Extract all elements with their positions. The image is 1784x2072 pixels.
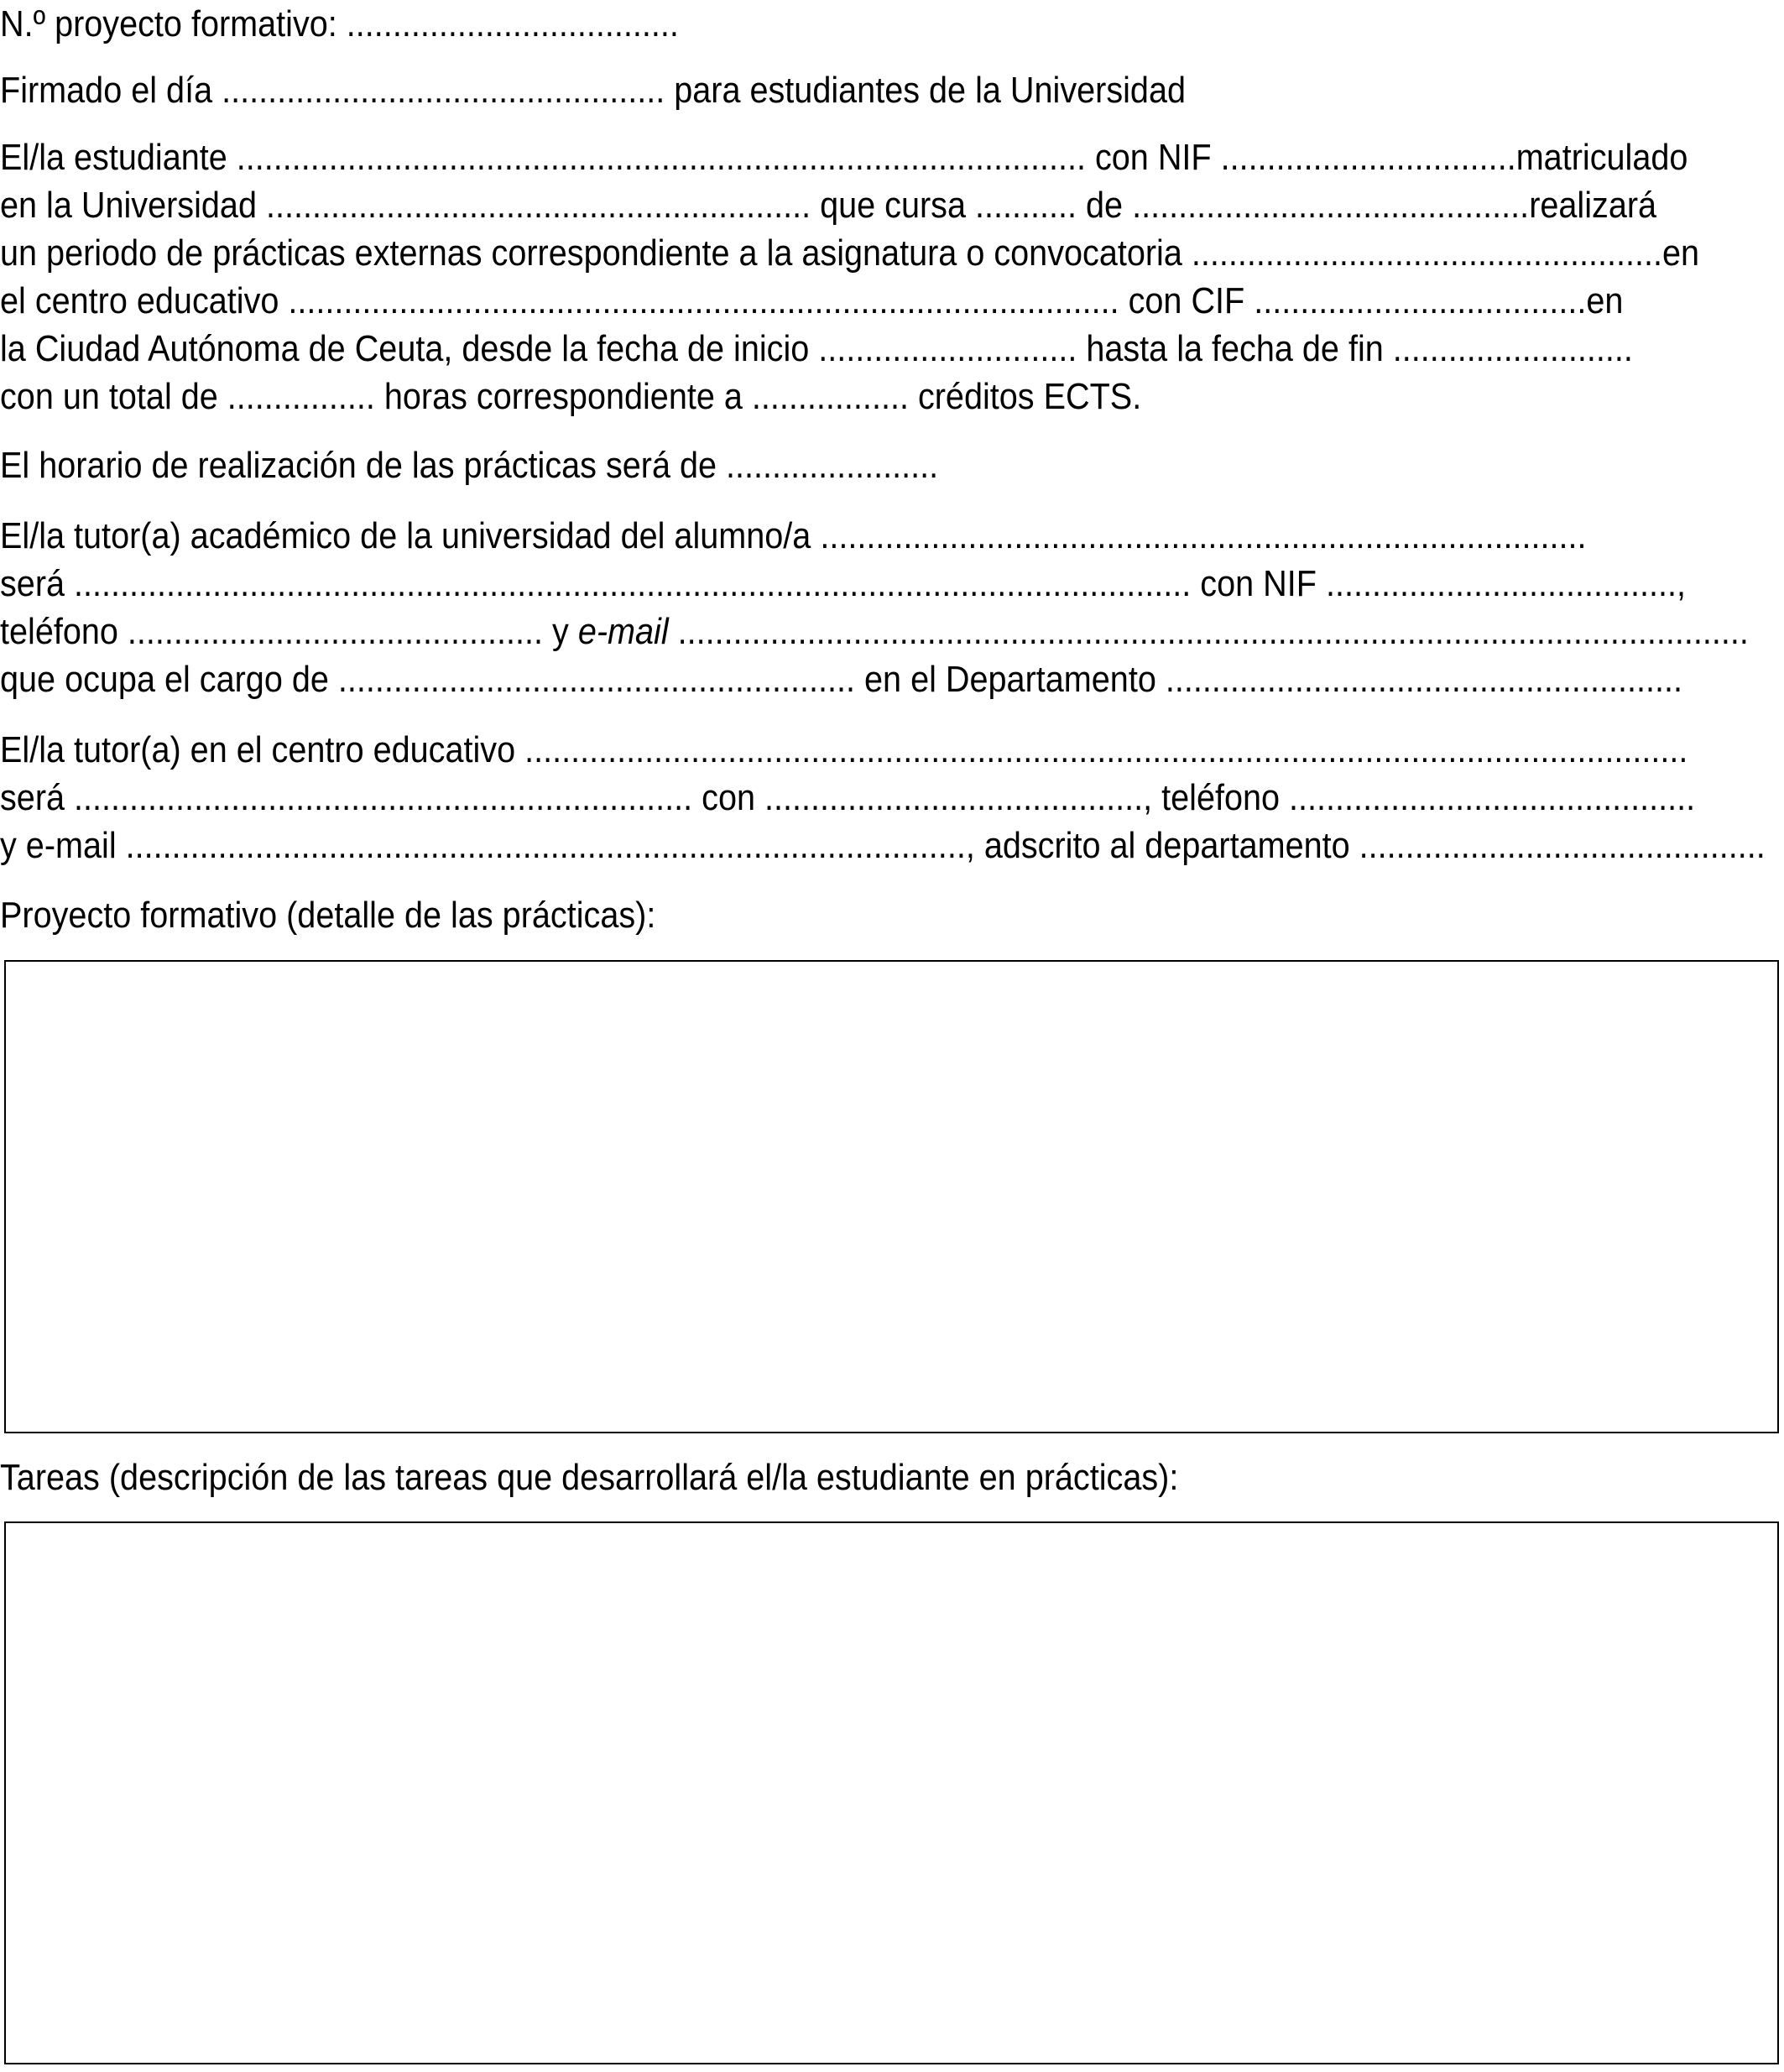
student-line-5: la Ciudad Autónoma de Ceuta, desde la fecha de inicio ............................ hasta la fecha de fin .......................... (0, 328, 1633, 369)
center-tutor-line-2: será ................................................................... con ........................................., teléfono ............................................ (0, 777, 1696, 818)
project-number-line: N.º proyecto formativo: .................................... (0, 3, 679, 44)
student-line-3 (0, 229, 1700, 277)
academic-tutor-line-4: que ocupa el cargo de ........................................................ en el Departamento ........................................................ (0, 659, 1682, 700)
academic-tutor-line-1-text: El/la tutor(a) académico de la universidad del alumno/a ................................................................................... (0, 515, 1587, 556)
email-dots: .................................................................................................................... (668, 611, 1749, 652)
student-line-3-text: un periodo de prácticas externas correspondiente a la asignatura o convocatoria ................................................... (0, 232, 1662, 274)
schedule-line: El horario de realización de las prácticas será de ....................... (0, 445, 939, 486)
signed-date-line: Firmado el día ................................................ para estudiantes de la Universidad (0, 70, 1186, 111)
project-detail-box[interactable] (4, 960, 1779, 1433)
student-line-3-end: en (1661, 232, 1700, 274)
academic-tutor-line-2-end: , (1677, 563, 1687, 604)
center-tutor-line-3: y e-mail ..........................................................................................., adscrito al departamento ............................................ (0, 825, 1766, 866)
tasks-label: Tareas (descripción de las tareas que desarrollará el/la estudiante en prácticas): (0, 1457, 1179, 1498)
academic-tutor-line-3 (0, 608, 1749, 655)
student-line-4-end: en (1586, 280, 1624, 321)
tasks-box[interactable] (4, 1521, 1779, 2064)
project-detail-label: Proyecto formativo (detalle de las prácticas): (0, 895, 656, 936)
student-line-2 (0, 181, 1657, 229)
student-line-6: con un total de ................ horas correspondiente a ................. créditos ECTS. (0, 376, 1142, 417)
student-line-1 (0, 133, 1688, 181)
academic-tutor-line-2 (0, 560, 1687, 608)
student-line-4 (0, 277, 1624, 325)
email-label: e-mail (577, 611, 669, 652)
student-line-2-end: realizará (1529, 185, 1657, 226)
academic-tutor-line-2-text: será ......................................................................................................................... con NIF ...................................... (0, 563, 1677, 604)
center-tutor-line-1: El/la tutor(a) en el centro educativo .............................................................................................................................. (0, 729, 1688, 770)
academic-tutor-line-1 (0, 512, 1599, 560)
student-line-1-end: matriculado (1515, 137, 1688, 178)
student-line-2-text: en la Universidad ........................................................... que cursa ........... de ........................................... (0, 185, 1530, 226)
student-line-4-text: el centro educativo .......................................................................................... con CIF .................................... (0, 280, 1587, 321)
phone-label: teléfono ............................................. y (0, 611, 578, 652)
student-line-1-text: El/la estudiante ............................................................................................ con NIF ................................ (0, 137, 1516, 178)
